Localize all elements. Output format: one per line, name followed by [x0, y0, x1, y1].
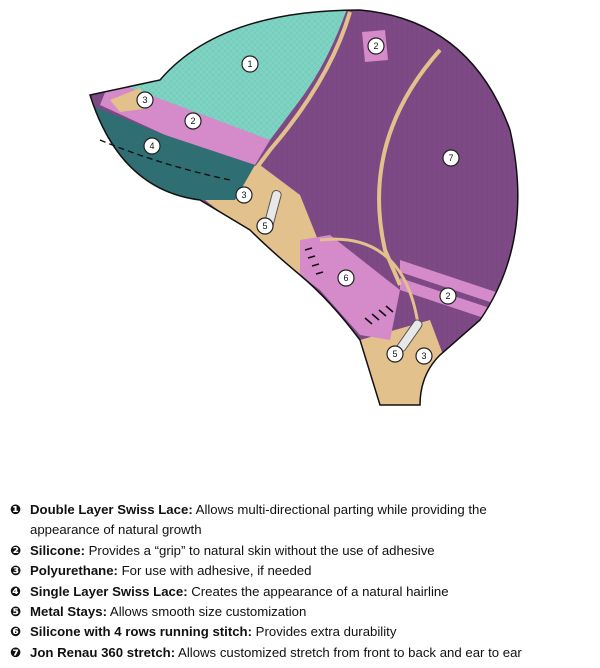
svg-text:1: 1 [247, 59, 253, 69]
legend-item-6: ❻ Silicone with 4 rows running stitch: Provides extra durability [10, 624, 397, 640]
callout-3 [236, 187, 252, 203]
svg-text:6: 6 [343, 273, 349, 283]
svg-text:5: 5 [392, 349, 398, 359]
svg-text:7: 7 [448, 153, 454, 163]
callout-6 [338, 270, 354, 286]
callout-4 [144, 138, 160, 154]
legend-item-3: ❸ Polyurethane: For use with adhesive, if needed [10, 563, 312, 579]
callout-1 [242, 56, 258, 72]
callout-2 [440, 288, 456, 304]
legend-item-4: ❹ Single Layer Swiss Lace: Creates the appearance of a natural hairline [10, 583, 449, 599]
callout-2 [185, 113, 201, 129]
svg-text:3: 3 [142, 95, 148, 105]
legend-item-7: ❼ Jon Renau 360 stretch: Allows customized stretch from front to back and ear to ear [10, 644, 522, 660]
svg-text:3: 3 [421, 351, 427, 361]
svg-text:3: 3 [241, 190, 247, 200]
svg-text:2: 2 [445, 291, 451, 301]
svg-text:4: 4 [149, 141, 155, 151]
legend [10, 500, 590, 663]
callout-2 [368, 38, 384, 54]
svg-text:2: 2 [190, 116, 196, 126]
svg-text:2: 2 [373, 41, 379, 51]
legend-item-2: ❷ Silicone: Provides a “grip” to natural skin without the use of adhesive [10, 542, 435, 558]
legend-item-1: ❶ Double Layer Swiss Lace: Allows multi-directional parting while providing the appearance of natural growth [10, 502, 487, 538]
callout-3 [137, 92, 153, 108]
callout-7 [443, 150, 459, 166]
callout-3 [416, 348, 432, 364]
legend-item-5: ❺ Metal Stays: Allows smooth size customization [10, 604, 307, 620]
svg-text:5: 5 [262, 221, 268, 231]
callout-5 [257, 218, 273, 234]
callout-5 [387, 346, 403, 362]
